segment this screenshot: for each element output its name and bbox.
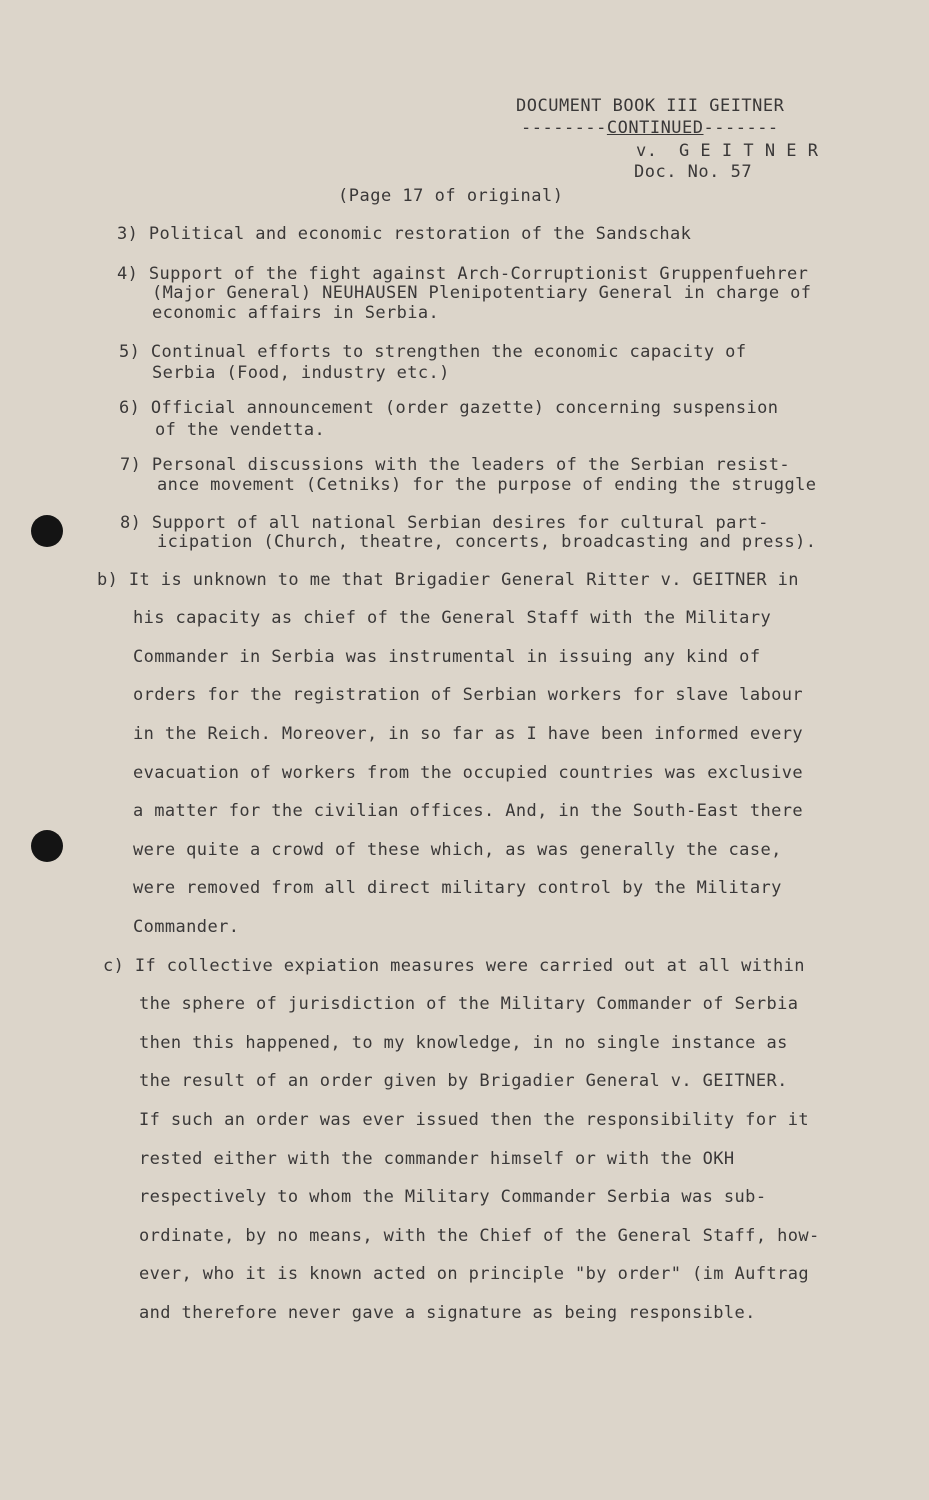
para-c-line-3: then this happened, to my knowledge, in no single instance as (139, 1033, 788, 1053)
para-c-line-1: c) If collective expiation measures were carried out at all within (103, 956, 805, 976)
para-b-line-2: his capacity as chief of the General Staff with the Military (133, 608, 772, 628)
doc-number: Doc. No. 57 (634, 162, 753, 182)
continued-line (521, 118, 779, 138)
para-c-line-5: If such an order was ever issued then the responsibility for it (139, 1110, 809, 1130)
item-8-line-1: 8) Support of all national Serbian desires for cultural part- (120, 513, 769, 533)
para-c-line-8: ordinate, by no means, with the Chief of the General Staff, how- (139, 1226, 820, 1246)
item-3-line-1: 3) Political and economic restoration of the Sandschak (117, 224, 692, 244)
item-4-line-3: economic affairs in Serbia. (152, 303, 440, 323)
item-7-line-2: ance movement (Cetniks) for the purpose of ending the struggle (157, 475, 817, 495)
dashes-right: ------- (703, 118, 779, 138)
doc-book-title: DOCUMENT BOOK III GEITNER (516, 96, 785, 116)
item-8-line-2: icipation (Church, theatre, concerts, broadcasting and press). (157, 532, 817, 552)
punch-hole-top (31, 515, 63, 547)
para-b-line-1: b) It is unknown to me that Brigadier General Ritter v. GEITNER in (97, 570, 799, 590)
para-c-line-4: the result of an order given by Brigadier General v. GEITNER. (139, 1071, 788, 1091)
para-c-line-2: the sphere of jurisdiction of the Military Commander of Serbia (139, 994, 799, 1014)
continued-word: CONTINUED (606, 118, 704, 138)
punch-hole-bottom (31, 830, 63, 862)
item-6-line-1: 6) Official announcement (order gazette) concerning suspension (119, 398, 779, 418)
para-c-line-10: and therefore never gave a signature as being responsible. (139, 1303, 756, 1323)
page-note: (Page 17 of original) (338, 186, 564, 206)
para-b-line-3: Commander in Serbia was instrumental in issuing any kind of (133, 647, 761, 667)
para-b-line-4: orders for the registration of Serbian workers for slave labour (133, 685, 803, 705)
item-4-line-2: (Major General) NEUHAUSEN Plenipotentiary General in charge of (152, 283, 812, 303)
para-b-line-9: were removed from all direct military control by the Military (133, 878, 782, 898)
para-c-line-9: ever, who it is known acted on principle "by order" (im Auftrag (139, 1264, 809, 1284)
para-b-line-10: Commander. (133, 917, 240, 937)
para-b-line-8: were quite a crowd of these which, as was generally the case, (133, 840, 782, 860)
para-c-line-6: rested either with the commander himself or with the OKH (139, 1149, 735, 1169)
para-b-line-6: evacuation of workers from the occupied countries was exclusive (133, 763, 803, 783)
para-b-line-7: a matter for the civilian offices. And, in the South-East there (133, 801, 803, 821)
para-c-line-7: respectively to whom the Military Commander Serbia was sub- (139, 1187, 767, 1207)
item-4-line-1: 4) Support of the fight against Arch-Corruptionist Gruppenfuehrer (117, 264, 809, 284)
para-b-line-5: in the Reich. Moreover, in so far as I have been informed every (133, 724, 803, 744)
item-5-line-1: 5) Continual efforts to strengthen the economic capacity of (119, 342, 747, 362)
defendant-name: v. G E I T N E R (636, 141, 819, 161)
dashes-left: -------- (521, 118, 607, 138)
item-7-line-1: 7) Personal discussions with the leaders of the Serbian resist- (120, 455, 790, 475)
item-6-line-2: of the vendetta. (155, 420, 326, 440)
item-5-line-2: Serbia (Food, industry etc.) (152, 363, 450, 383)
